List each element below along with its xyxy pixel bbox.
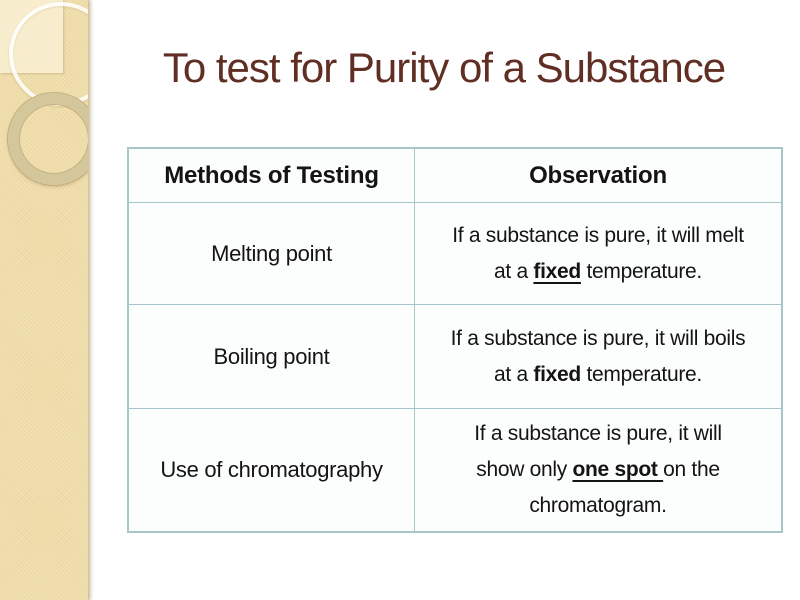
observation-emphasis: fixed bbox=[533, 362, 581, 386]
table-header-methods: Methods of Testing bbox=[129, 149, 414, 202]
decorative-sidebar bbox=[0, 0, 89, 600]
method-cell-chromatography: Use of chromatography bbox=[129, 409, 414, 531]
observation-line bbox=[452, 218, 744, 254]
observation-text: at a bbox=[494, 362, 534, 386]
observation-text: chromatogram. bbox=[529, 494, 667, 517]
observation-cell-chromatography bbox=[415, 409, 781, 531]
observation-line bbox=[494, 254, 702, 290]
observation-text: show only bbox=[476, 458, 573, 481]
observation-text: If a substance is pure, it will bbox=[474, 422, 722, 445]
observation-cell-boiling-point bbox=[415, 305, 781, 408]
method-cell-melting-point: Melting point bbox=[129, 203, 414, 304]
purity-table bbox=[127, 147, 783, 533]
observation-text: If a substance is pure, it will melt bbox=[452, 223, 744, 247]
observation-text: at a bbox=[494, 259, 534, 283]
observation-line bbox=[474, 416, 721, 452]
observation-text: on the bbox=[663, 458, 720, 481]
observation-cell-melting-point bbox=[415, 203, 781, 304]
decorative-thick-circle bbox=[8, 93, 89, 185]
observation-line bbox=[476, 452, 719, 488]
observation-text: temperature. bbox=[580, 362, 702, 386]
method-cell-boiling-point: Boiling point bbox=[129, 305, 414, 408]
observation-line bbox=[494, 357, 702, 393]
table-header-observation: Observation bbox=[415, 149, 781, 202]
observation-line bbox=[529, 488, 666, 524]
observation-text: If a substance is pure, it will boils bbox=[450, 326, 746, 350]
observation-text: temperature. bbox=[580, 259, 702, 283]
observation-emphasis: one spot bbox=[572, 458, 664, 481]
slide-title: To test for Purity of a Substance bbox=[162, 44, 726, 91]
observation-emphasis: fixed bbox=[533, 259, 581, 283]
observation-line bbox=[451, 321, 746, 357]
